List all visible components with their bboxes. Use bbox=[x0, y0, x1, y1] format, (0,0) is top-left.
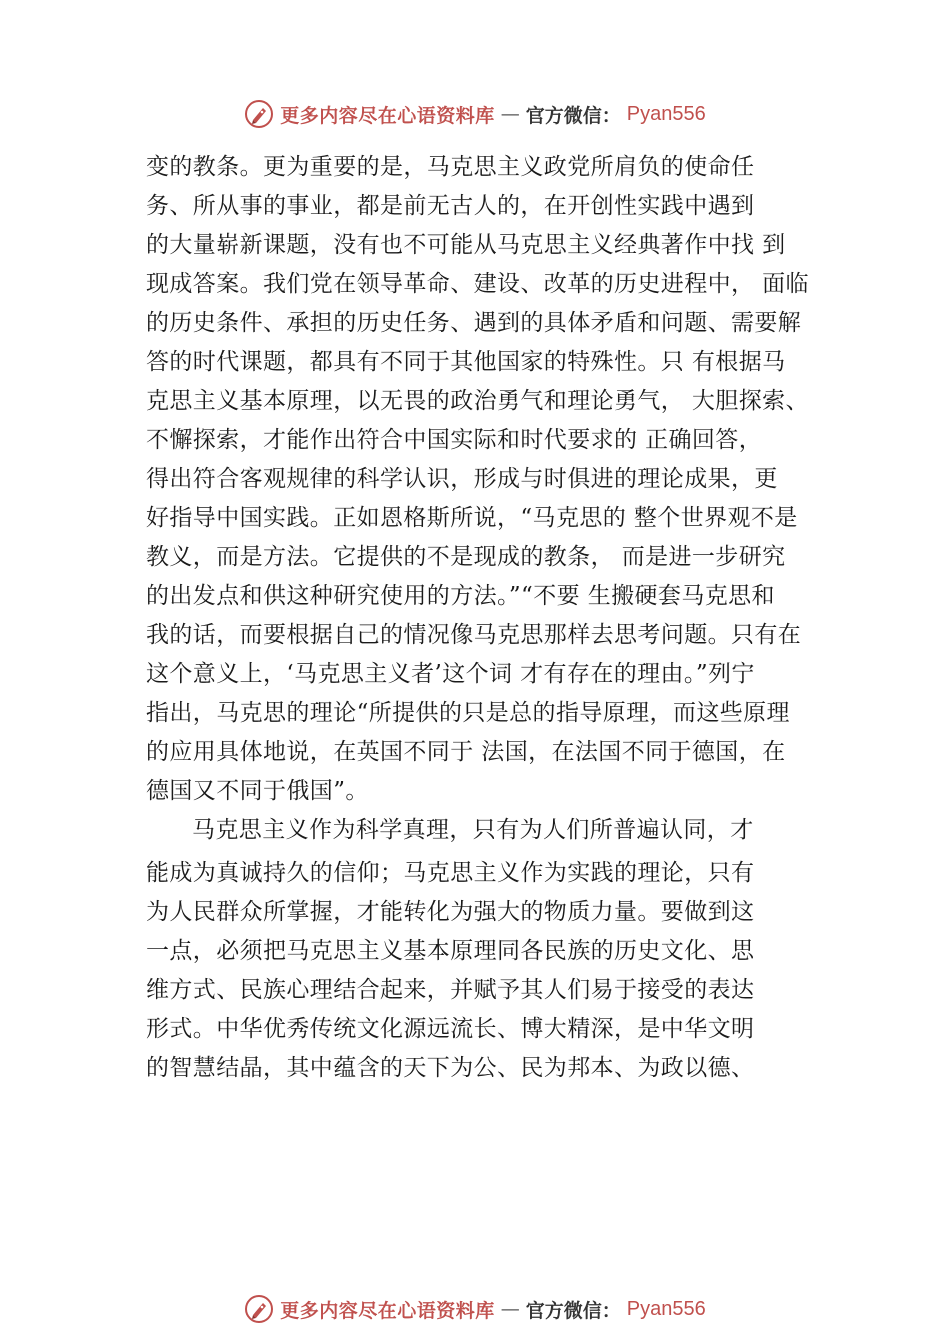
text-line: 的大量崭新课题，没有也不可能从马克思主义经典著作中找 到 bbox=[146, 232, 786, 258]
text-line: 务、所从事的事业，都是前无古人的，在开创性实践中遇到 bbox=[146, 193, 755, 219]
banner-dash: — bbox=[500, 103, 520, 125]
text-line: 教义，而是方法。它提供的不是现成的教条， 而是进一步研究 bbox=[146, 544, 786, 570]
text-line: 一点，必须把马克思主义基本原理同各民族的历史文化、思 bbox=[146, 938, 755, 964]
text-line: 马克思主义作为科学真理，只有为人们所普遍认同，才 bbox=[192, 817, 754, 843]
banner-dash: — bbox=[500, 1298, 520, 1320]
text-line: 德国又不同于俄国”。 bbox=[146, 778, 369, 804]
text-line: 现成答案。我们党在领导革命、建设、改革的历史进程中， 面临 bbox=[146, 271, 809, 297]
text-line: 的出发点和供这种研究使用的方法。”“不要 生搬硬套马克思和 bbox=[146, 583, 775, 609]
banner-wechat-id: Pyan556 bbox=[626, 102, 706, 125]
text-line: 克思主义基本原理，以无畏的政治勇气和理论勇气， 大胆探索、 bbox=[146, 388, 809, 414]
text-line: 不懈探索，才能作出符合中国实际和时代要求的 正确回答， bbox=[146, 427, 763, 453]
banner-title: 更多内容尽在心语资料库 bbox=[280, 1299, 495, 1322]
text-line: 变的教条。更为重要的是，马克思主义政党所肩负的使命任 bbox=[146, 154, 755, 180]
text-line: 形式。中华优秀传统文化源远流长、博大精深，是中华文明 bbox=[146, 1016, 755, 1042]
text-line: 这个意义上，‘马克思主义者’这个词 才有存在的理由。”列宁 bbox=[146, 661, 755, 687]
text-line: 我的话，而要根据自己的情况像马克思那样去思考问题。只有在 bbox=[146, 622, 802, 648]
text-line: 的历史条件、承担的历史任务、遇到的具体矛盾和问题、需要解 bbox=[146, 310, 802, 336]
banner-title: 更多内容尽在心语资料库 bbox=[280, 104, 495, 127]
text-line: 维方式、民族心理结合起来，并赋予其人们易于接受的表达 bbox=[146, 977, 755, 1003]
text-line: 指出，马克思的理论“所提供的只是总的指导原理，而这些原理 bbox=[146, 700, 790, 726]
text-line: 答的时代课题，都具有不同于其他国家的特殊性。只 有根据马 bbox=[146, 349, 786, 375]
paragraph-2 bbox=[146, 811, 836, 1088]
text-line: 得出符合客观规律的科学认识，形成与时俱进的理论成果，更 bbox=[146, 466, 778, 492]
banner-wechat-label: 官方微信： bbox=[525, 104, 621, 127]
text-line: 为人民群众所掌握，才能转化为强大的物质力量。要做到这 bbox=[146, 899, 755, 925]
pen-nib-logo-icon bbox=[244, 99, 274, 129]
banner-wechat-label: 官方微信： bbox=[525, 1299, 621, 1322]
header-banner bbox=[0, 96, 950, 132]
footer-banner bbox=[0, 1291, 950, 1327]
paragraph-1 bbox=[146, 148, 836, 811]
text-line: 的智慧结晶，其中蕴含的天下为公、民为邦本、为政以德、 bbox=[146, 1055, 755, 1081]
text-line: 能成为真诚持久的信仰；马克思主义作为实践的理论，只有 bbox=[146, 860, 755, 886]
banner-wechat-id: Pyan556 bbox=[626, 1297, 706, 1320]
text-line: 好指导中国实践。正如恩格斯所说，“马克思的 整个世界观不是 bbox=[146, 505, 798, 531]
document-body bbox=[146, 148, 836, 1088]
text-line: 的应用具体地说，在英国不同于 法国，在法国不同于德国，在 bbox=[146, 739, 786, 765]
pen-nib-logo-icon bbox=[244, 1294, 274, 1324]
